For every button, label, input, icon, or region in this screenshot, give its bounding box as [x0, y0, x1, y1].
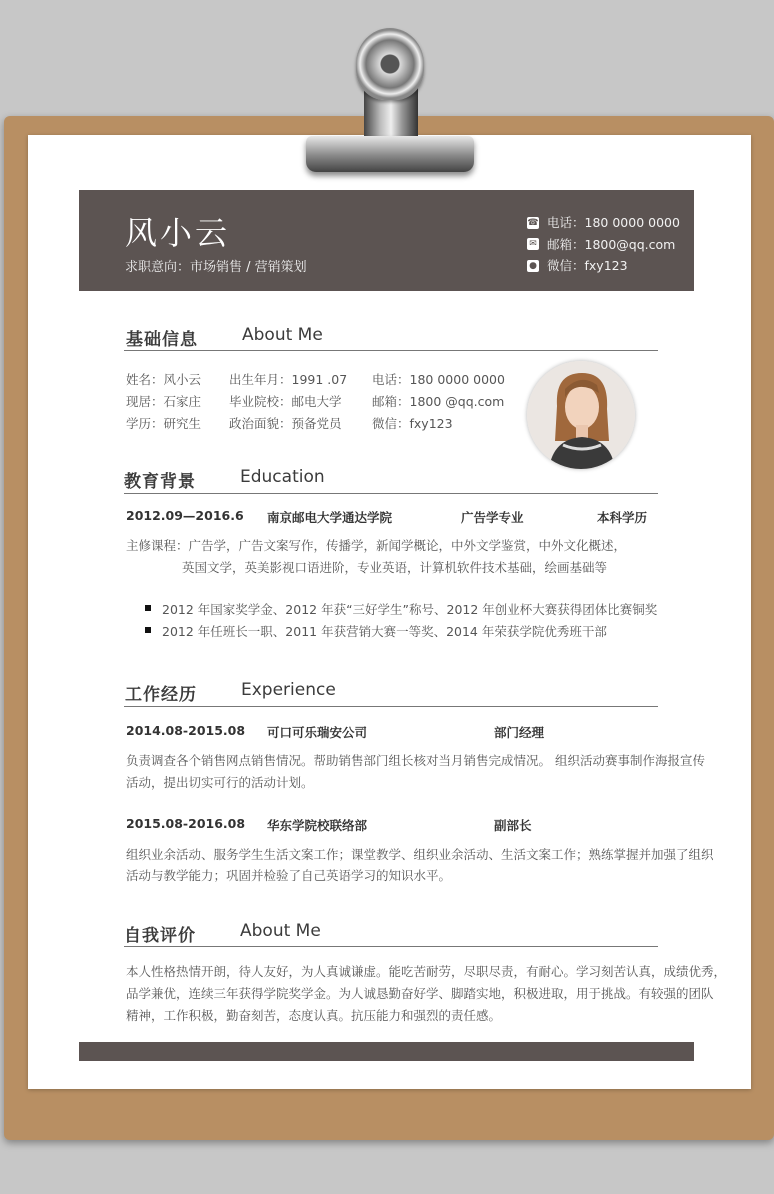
- resume-header: [79, 190, 694, 291]
- basic-degree: 学历：研究生: [126, 416, 202, 431]
- section-work-cn: 工作经历: [125, 685, 197, 705]
- job-1-company: 可口可乐瑞安公司: [267, 725, 368, 740]
- job-2-company: 华东学院校联络部: [267, 818, 368, 833]
- section-basic-en: About Me: [242, 325, 323, 345]
- section-work-title: [125, 680, 336, 705]
- basic-email: 邮箱：1800 @qq.com: [372, 394, 505, 409]
- self-line-2: 品学兼优，连续三年获得学院奖学金。为人诚恳勤奋好学、脚踏实地，积极进取，用于挑战。有较强的团队: [126, 986, 714, 1001]
- section-self-cn: 自我评价: [124, 926, 196, 946]
- section-education-en: Education: [240, 467, 325, 487]
- job-1-desc-1: 负责调查各个销售网点销售情况。帮助销售部门组长核对当月销售完成情况。 组织活动赛事制作海报宣传: [126, 753, 705, 768]
- candidate-name: 风小云: [125, 214, 231, 252]
- job-2-desc-1: 组织业余活动、服务学生生活文案工作；课堂教学、组织业余活动、生活文案工作；熟练掌握并加强了组织: [126, 847, 714, 862]
- header-contact: [527, 212, 680, 277]
- edu-award-1: 2012 年国家奖学金、2012 年获“三好学生”称号、2012 年创业杯大赛获得团体比赛铜奖: [162, 602, 658, 617]
- footer-bar: [79, 1042, 694, 1061]
- section-basic-cn: 基础信息: [126, 330, 198, 350]
- job-1-desc-2: 活动，提出切实可行的活动计划。: [126, 775, 314, 790]
- section-education-cn: 教育背景: [124, 472, 196, 492]
- phone-icon: ☎: [527, 217, 539, 228]
- basic-politics: 政治面貌：预备党员: [229, 416, 342, 431]
- header-email: 邮箱：1800@qq.com: [547, 236, 676, 252]
- clip-ring: [356, 28, 424, 100]
- edu-school: 南京邮电大学通达学院: [267, 510, 393, 525]
- divider: [124, 946, 658, 947]
- divider: [124, 493, 658, 494]
- header-phone: 电话：180 0000 0000: [547, 215, 680, 230]
- basic-phone: 电话：180 0000 0000: [372, 372, 505, 387]
- mail-icon: ✉: [527, 238, 539, 250]
- job-intent: 求职意向：市场销售 / 营销策划: [125, 260, 307, 275]
- edu-courses-2: 英国文学，英美影视口语进阶，专业英语，计算机软件技术基础，绘画基础等: [182, 560, 608, 575]
- edu-period: 2012.09—2016.6: [126, 508, 244, 523]
- job-2-period: 2015.08-2016.08: [126, 816, 246, 831]
- edu-degree: 本科学历: [597, 510, 648, 525]
- edu-major: 广告学专业: [461, 510, 524, 525]
- divider: [124, 706, 658, 707]
- edu-courses-1: 主修课程：广告学，广告文案写作，传播学，新闻学概论，中外文学鉴赏，中外文化概述，: [126, 538, 627, 553]
- wechat-icon: ●: [527, 260, 539, 272]
- basic-birth: 出生年月：1991 .07: [229, 372, 348, 387]
- section-basic-title: [126, 325, 323, 350]
- basic-wechat: 微信：fxy123: [372, 416, 453, 431]
- profile-photo: [527, 361, 635, 469]
- bullet-icon: [145, 627, 151, 633]
- job-1-period: 2014.08-2015.08: [126, 723, 246, 738]
- basic-school: 毕业院校：邮电大学: [229, 394, 342, 409]
- self-line-1: 本人性格热情开朗，待人友好，为人真诚谦虚。能吃苦耐劳，尽职尽责，有耐心。学习刻苦认真，成绩优秀，: [126, 964, 727, 979]
- bullet-icon: [145, 605, 151, 611]
- clip-base: [306, 136, 474, 172]
- self-line-3: 精神，工作积极，勤奋刻苦，态度认真。抗压能力和强烈的责任感。: [126, 1008, 502, 1023]
- header-wechat: 微信：fxy123: [547, 258, 628, 273]
- section-work-en: Experience: [241, 680, 336, 700]
- basic-residence: 现居：石家庄: [126, 394, 202, 409]
- job-2-desc-2: 活动与教学能力；巩固并检验了自己英语学习的知识水平。: [126, 868, 452, 883]
- basic-name: 姓名：风小云: [126, 372, 202, 387]
- section-self-title: [124, 921, 321, 946]
- section-education-title: [124, 467, 325, 492]
- edu-award-2: 2012 年任班长一职、2011 年获营销大赛一等奖、2014 年荣获学院优秀班干部: [162, 624, 607, 639]
- job-1-role: 部门经理: [494, 725, 545, 740]
- section-self-en: About Me: [240, 921, 321, 941]
- job-2-role: 副部长: [494, 818, 532, 833]
- divider: [124, 350, 658, 351]
